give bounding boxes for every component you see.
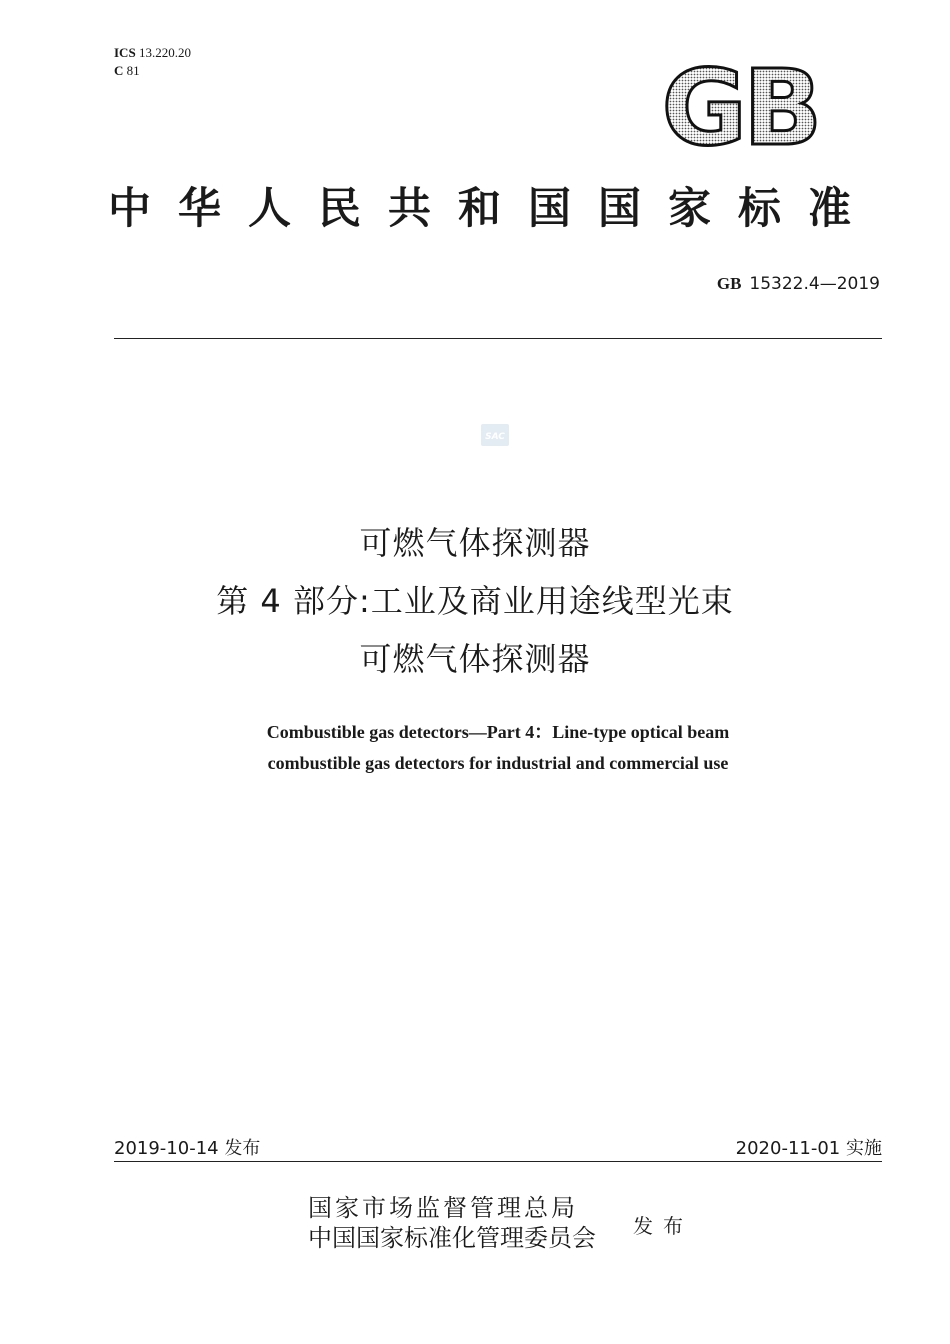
ccs-line: [114, 62, 191, 80]
issue-date-label: 发布: [224, 1138, 261, 1159]
publish-label: 发布: [633, 1216, 693, 1238]
gb-logo: [645, 58, 835, 154]
classification-codes: [114, 44, 191, 80]
chinese-title-line-1: 可燃气体探测器: [359, 524, 591, 562]
header-divider: [114, 338, 882, 339]
ccs-label: C: [114, 63, 124, 78]
ics-label: ICS: [114, 45, 136, 60]
chinese-title-line-3: 可燃气体探测器: [359, 640, 591, 678]
sac-watermark-text: SAC: [485, 432, 505, 442]
standard-prefix: GB: [716, 274, 742, 293]
implementation-date: [640, 1134, 882, 1160]
footer-divider: [114, 1161, 882, 1162]
ics-line: [114, 44, 191, 62]
sac-watermark: [481, 424, 509, 446]
issuer-samr: 国家市场监督管理总局: [308, 1196, 578, 1222]
implementation-date-value: 2020-11-01: [735, 1138, 841, 1159]
standard-code: 15322.4—2019: [749, 274, 880, 294]
issuer-sac: 中国国家标准化管理委员会: [308, 1226, 596, 1252]
implementation-date-label: 实施: [846, 1138, 882, 1159]
ics-code: 13.220.20: [138, 45, 191, 60]
english-title-line-2: combustible gas detectors for industrial and commercial use: [267, 753, 729, 773]
ccs-code: 81: [126, 63, 140, 78]
english-title-line-1: Combustible gas detectors—Part 4：Line-type optical beam: [266, 722, 730, 742]
country-standard-title: 中华人民共和国国家标准: [108, 186, 878, 233]
gb-logo-text: GB: [661, 58, 819, 154]
issue-date-value: 2019-10-14: [114, 1138, 219, 1159]
standard-number: [660, 274, 880, 294]
issue-date: [114, 1134, 260, 1160]
chinese-title-line-2: 第 4 部分:工业及商业用途线型光束: [216, 582, 734, 620]
